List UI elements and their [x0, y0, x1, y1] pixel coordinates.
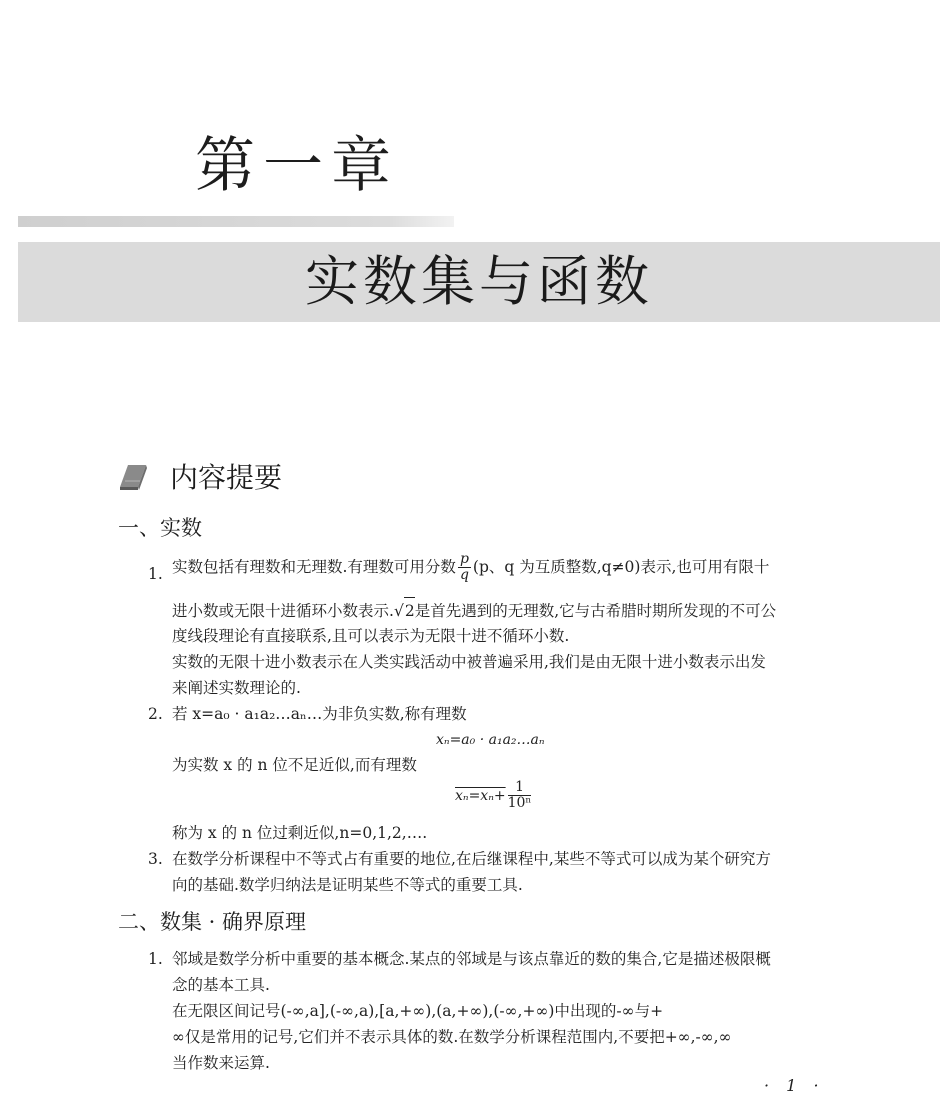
page-number: · 1 ·	[764, 1076, 825, 1095]
summary-heading	[116, 456, 282, 496]
paragraph-line: 实数包括有理数和无理数.有理数可用分数 $\frac{p}{q}$ (p、q 为互质整数,q≠0)表示,也可用有限十	[172, 551, 770, 584]
sqrt: 2	[404, 597, 415, 624]
section-heading-real-numbers: 一、实数	[118, 516, 202, 540]
item-number: 2.	[148, 705, 163, 723]
chapter-title: 实数集与函数	[305, 250, 653, 313]
paragraph-line: 称为 x 的 n 位过剩近似,n=0,1,2,….	[172, 824, 428, 842]
paragraph-line: 向的基础.数学归纳法是证明某些不等式的重要工具.	[172, 876, 523, 894]
paragraph-line: 若 x=a₀ · a₁a₂…aₙ…为非负实数,称有理数	[172, 705, 467, 723]
chapter-label: 第一章	[195, 131, 399, 201]
paragraph-line: 邻域是数学分析中重要的基本概念.某点的邻域是与该点靠近的数的集合,它是描述极限概	[172, 950, 771, 968]
paragraph-line: 在无限区间记号(-∞,a],(-∞,a),[a,+∞),(a,+∞),(-∞,+∞)中出现的-∞与+	[172, 1002, 664, 1020]
fraction: $\frac{p}{q}$	[459, 551, 469, 584]
item-number: 1.	[148, 950, 163, 968]
book-icon	[116, 461, 150, 491]
paragraph-line: 度线段理论有直接联系,且可以表示为无限十进不循环小数.	[172, 627, 570, 645]
paragraph-line: ∞仅是常用的记号,它们并不表示具体的数.在数学分析课程范围内,不要把+∞,-∞,∞	[172, 1028, 732, 1046]
section-heading-number-sets: 二、数集 · 确界原理	[118, 910, 307, 934]
formula: xₙ=a₀ · a₁a₂…aₙ	[436, 732, 545, 748]
paragraph-line: 为实数 x 的 n 位不足近似,而有理数	[172, 756, 417, 774]
paragraph-line: 念的基本工具.	[172, 976, 270, 994]
paragraph-line: 当作数来运算.	[172, 1054, 270, 1072]
decorative-bar	[18, 216, 454, 227]
paragraph-line: 来阐述实数理论的.	[172, 679, 301, 697]
summary-heading-text: 内容提要	[170, 461, 283, 494]
paragraph-line: 进小数或无限十进循环小数表示.√2是首先遇到的无理数,它与古希腊时期所发现的不可公	[172, 597, 834, 624]
formula: xₙ=xₙ+ $\frac{1}{\text{10ⁿ}}$	[455, 779, 532, 812]
item-number: 3.	[148, 850, 163, 868]
chapter-title-band	[18, 242, 940, 322]
item-number: 1.	[148, 565, 163, 583]
paragraph-line: 在数学分析课程中不等式占有重要的地位,在后继课程中,某些不等式可以成为某个研究方	[172, 850, 771, 868]
paragraph-line: 实数的无限十进小数表示在人类实践活动中被普遍采用,我们是由无限十进小数表示出发	[172, 653, 766, 671]
fraction: $\frac{1}{\text{10ⁿ}}$	[507, 779, 532, 812]
